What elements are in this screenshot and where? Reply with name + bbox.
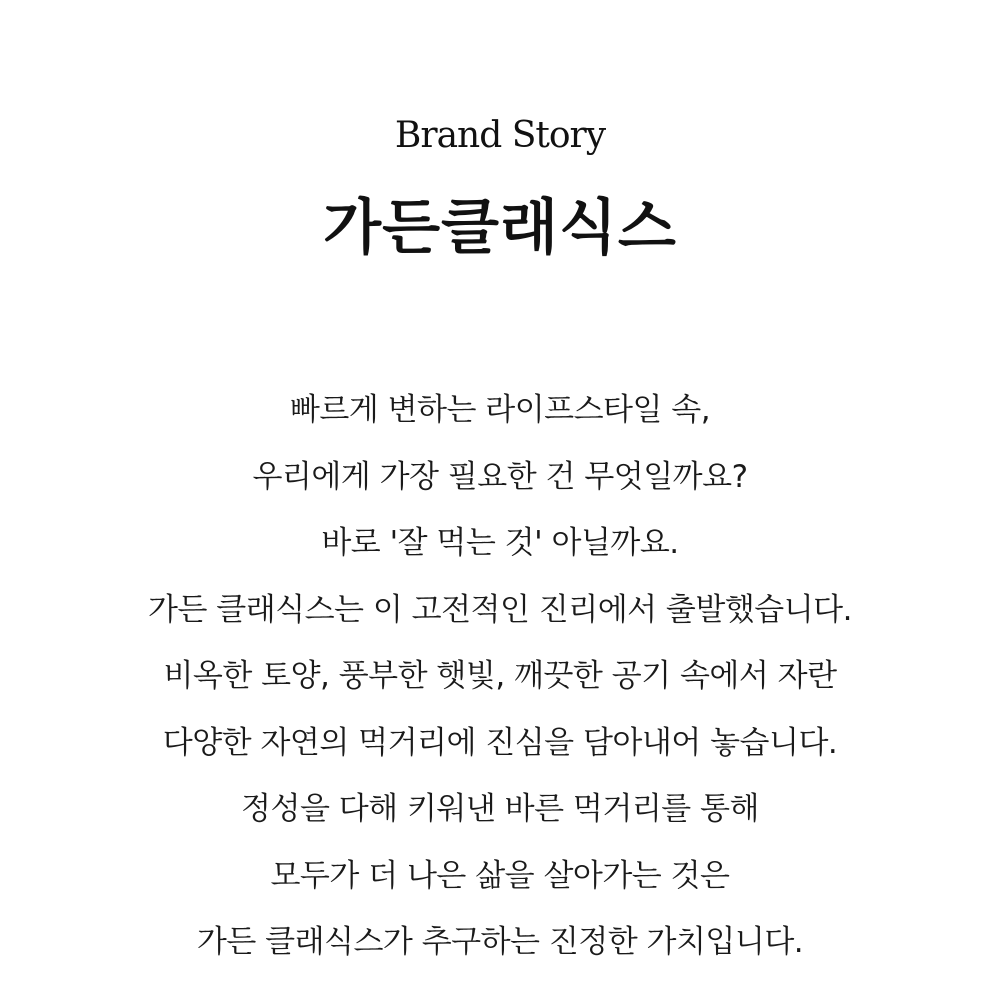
story-line: 비옥한 토양, 풍부한 햇빛, 깨끗한 공기 속에서 자란 [163,658,837,694]
story-line: 가든 클래식스는 이 고전적인 진리에서 출발했습니다. [148,591,852,628]
story-line: 모두가 더 나은 삶을 살아가는 것은 [270,857,730,894]
story-line: 바로 '잘 먹는 것' 아닐까요. [321,525,679,561]
brand-title: 가든클래식스 [323,193,677,263]
story-line: 정성을 다해 키워낸 바른 먹거리를 통해 [241,791,759,827]
story-line: 가든 클래식스가 추구하는 진정한 가치입니다. [196,924,804,960]
brand-story-text [0,380,1000,979]
section-eyebrow: Brand Story [394,115,606,156]
story-line: 다양한 자연의 먹거리에 진심을 담아내어 놓습니다. [162,724,838,761]
story-line: 우리에게 가장 필요한 건 무엇일까요? [252,458,748,495]
story-line: 빠르게 변하는 라이프스타일 속, [289,392,711,428]
